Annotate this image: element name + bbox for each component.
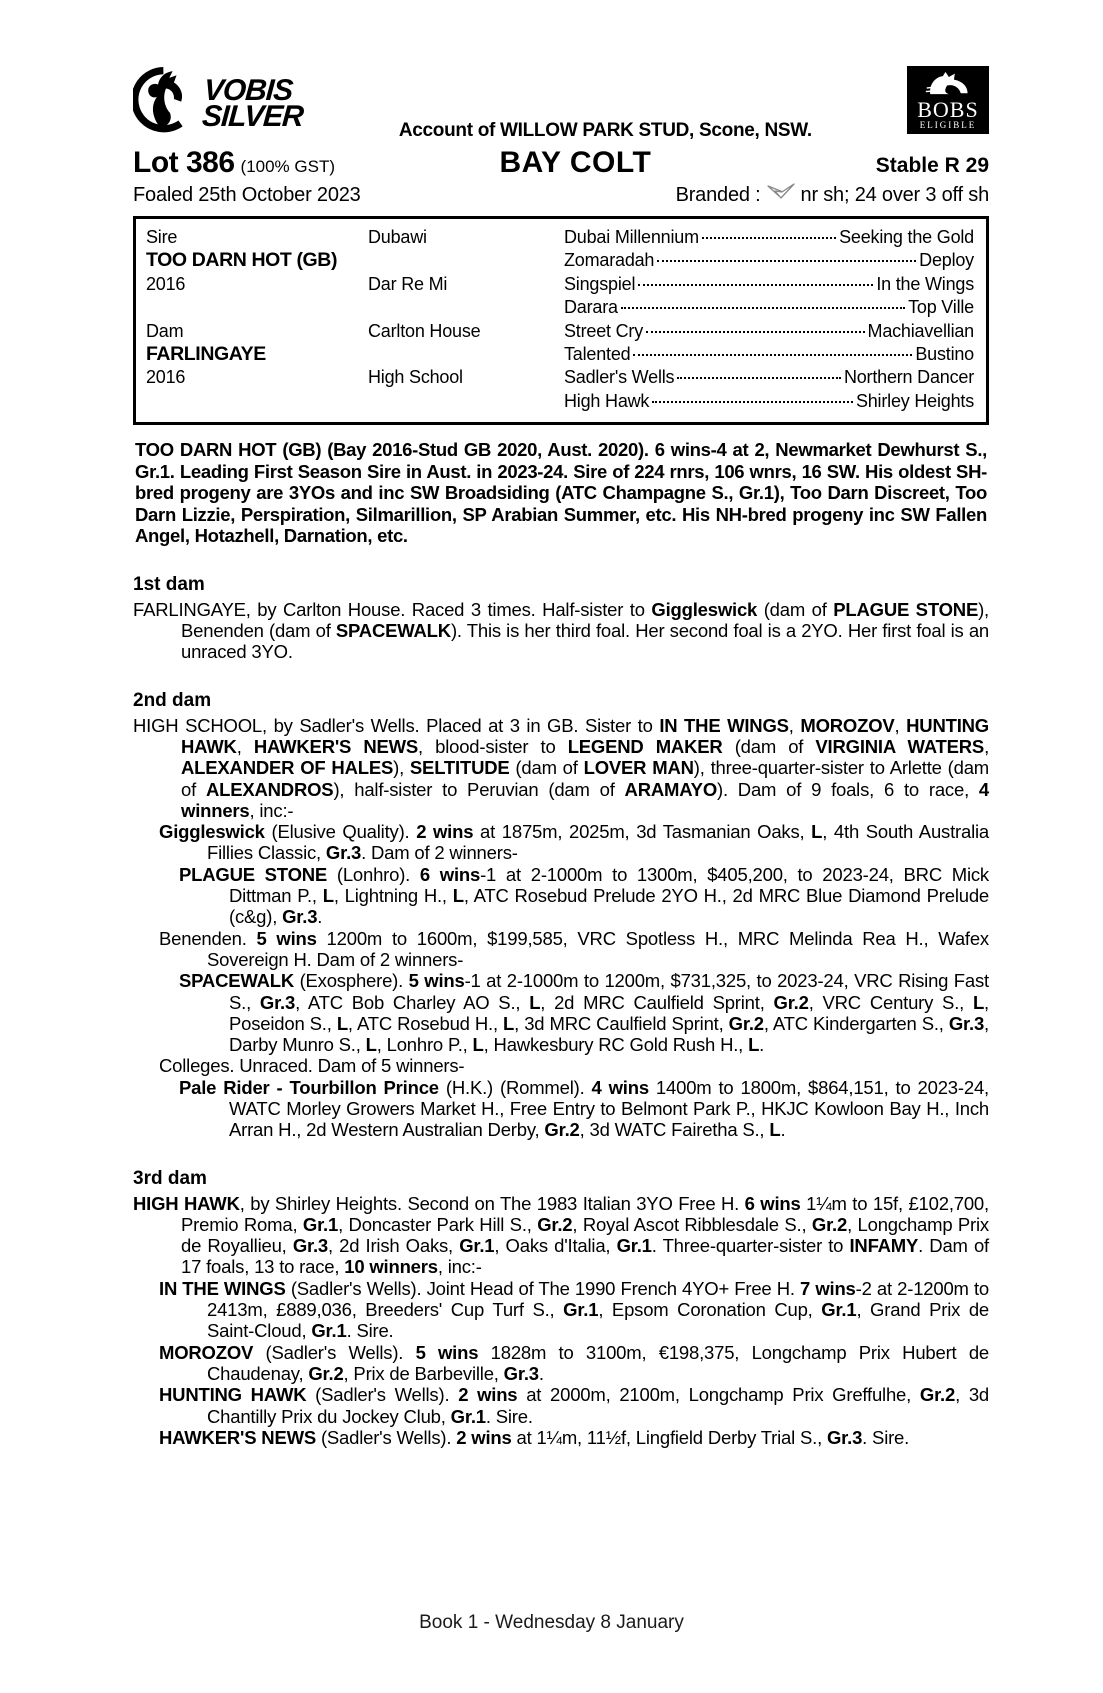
ancestor-name: Darara — [564, 297, 618, 318]
pedigree-entry: MOROZOV (Sadler's Wells). 5 wins 1828m to 3100m, €198,375, Longchamp Prix Hubert de Chaudenay, Gr.2, Prix de Barbeville, Gr.3. — [159, 1341, 989, 1384]
pedigree-entry: HIGH SCHOOL, by Sadler's Wells. Placed at 3 in GB. Sister to IN THE WINGS, MOROZOV, HUNTING HAWK, HAWKER'S NEWS, blood-sister to LEGEND MAKER (dam of VIRGINIA WATERS, ALEXANDER OF HALES), SELTITUDE (dam of LOVER MAN), three-quarter-sister to Arlette (dam of ALEXANDROS), half-sister to Peruvian (dam of ARAMAYO). Dam of 9 foals, 6 to race, 4 winners, inc:- — [133, 714, 990, 821]
ancestor-name: Machiavellian — [867, 320, 974, 341]
emphasized-name: Gr.3 — [826, 1426, 863, 1448]
page-header — [133, 66, 989, 144]
pedigree-entry: SPACEWALK (Exosphere). 5 wins-1 at 2-1000m to 1200m, $731,325, to 2023-24, VRC Rising Fast S., Gr.3, ATC Bob Charley AO S., L, 2d MRC Caulfield Sprint, Gr.2, VRC Century S., L, Poseidon S., L, ATC Rosebud H., L, 3d MRC Caulfield Sprint, Gr.2, ATC Kindergarten S., Gr.3, Darby Munro S., L, Lonhro P., L, Hawkesbury RC Gold Rush H., L. — [179, 970, 989, 1056]
bobs-title: BOBS — [917, 97, 979, 122]
pedigree-row — [146, 273, 974, 296]
emphasized-name: L — [769, 1119, 781, 1141]
branded-text: nr sh; 24 over 3 off sh — [800, 183, 989, 206]
pedigree-col1: TOO DARN HOT (GB) — [146, 249, 338, 272]
pedigree-col2 — [368, 343, 564, 366]
emphasized-name: INFAMY — [849, 1235, 919, 1257]
dot-leader — [677, 377, 841, 379]
emphasized-name: Gr.2 — [728, 1012, 764, 1034]
pedigree-col1: Sire — [146, 227, 178, 247]
emphasized-name: VIRGINIA WATERS — [815, 735, 985, 757]
pedigree-entry: Pale Rider - Tourbillon Prince (H.K.) (Rommel). 4 wins 1400m to 1800m, $864,151, to 2023-24, WATC Morley Growers Market H., Free Entry to Belmont Park P., HKJC Kowloon Bay H., Inch Arran H., 2d Western Australian Derby, Gr.2, 3d WATC Fairetha S., L. — [179, 1076, 989, 1141]
branded-info — [676, 182, 989, 208]
section-heading: 2nd dam — [133, 689, 212, 711]
emphasized-name: LEGEND MAKER — [567, 735, 723, 757]
pedigree-row — [146, 343, 974, 366]
ancestor-name: Deploy — [919, 250, 974, 271]
vobis-horse-icon — [133, 66, 199, 141]
pedigree-entry: HAWKER'S NEWS (Sadler's Wells). 2 wins at 1¼m, 11½f, Lingfield Derby Trial S., Gr.3. Sire. — [159, 1426, 910, 1448]
emphasized-name: Gr.2 — [544, 1119, 580, 1141]
emphasized-name: Gr.3 — [325, 842, 362, 864]
ancestor-name: In the Wings — [876, 273, 974, 294]
ancestor-name: Northern Dancer — [843, 367, 974, 388]
ancestor-name: Shirley Heights — [855, 390, 974, 411]
ancestor-name: Street Cry — [564, 320, 644, 341]
sire-summary-paragraph: TOO DARN HOT (GB) (Bay 2016-Stud GB 2020, Aust. 2020). 6 wins-4 at 2, Newmarket Dewhurst S., Gr.1. Leading First Season Sire in Aust. in 2023-24. Sire of 224 rnrs, 106 wnrs, 16 SW. His oldest SH-bred progeny are 3YOs and inc SW Broadsiding (ATC Champagne S., Gr.1), Too Darn Discreet, Too Darn Lizzie, Perspiration, Silmarillion, SP Arabian Summer, etc. His NH-bred progeny inc SW Fallen Angel, Hotazhell, Darnation, etc. — [135, 439, 987, 547]
emphasized-name: Pale Rider - Tourbillon Prince — [179, 1076, 439, 1098]
pedigree-col1: Dam — [146, 320, 184, 341]
emphasized-name: 2 wins — [458, 1384, 518, 1406]
pedigree-row — [146, 366, 974, 389]
emphasized-name: ALEXANDER OF HALES — [181, 757, 394, 779]
lot-number: Lot 386 — [133, 146, 235, 179]
pedigree-entry: Benenden. 5 wins 1200m to 1600m, $199,585, VRC Spotless H., MRC Melinda Rea H., Wafex Sovereign H. Dam of 2 winners- — [159, 927, 989, 970]
pedigree-entry: HUNTING HAWK (Sadler's Wells). 2 wins at 2000m, 2100m, Longchamp Prix Greffulhe, Gr.2, 3d Chantilly Prix du Jockey Club, Gr.1. Sire. — [159, 1384, 989, 1427]
branded-label: Branded : — [675, 183, 761, 206]
emphasized-name: IN THE WINGS — [159, 1277, 286, 1299]
pedigree-table — [133, 216, 989, 425]
ancestor-name: Singspiel — [564, 273, 636, 294]
section-heading: 1st dam — [133, 573, 205, 595]
dot-leader — [646, 331, 865, 333]
ancestor-name: Zomaradah — [564, 250, 655, 271]
emphasized-name: 4 winners — [181, 778, 990, 821]
foaled-date: Foaled 25th October 2023 — [133, 183, 361, 206]
lot-title-row — [133, 146, 989, 180]
footer-book-line: Book 1 - Wednesday 8 January — [419, 1612, 684, 1633]
emphasized-name: L — [322, 885, 334, 907]
vobis-silver-logo — [133, 66, 304, 141]
pedigree-row — [146, 249, 974, 272]
pedigree-col2 — [368, 296, 564, 319]
vobis-line1: VOBIS — [202, 73, 294, 107]
emphasized-name: 6 wins — [744, 1192, 801, 1214]
emphasized-name: 5 wins — [415, 1341, 479, 1363]
emphasized-name: 7 wins — [800, 1277, 856, 1299]
dot-leader — [652, 401, 853, 403]
pedigree-col1 — [146, 390, 368, 413]
catalog-page — [133, 66, 989, 1448]
emphasized-name: Gr.2 — [773, 991, 809, 1013]
pedigree-sections — [133, 574, 989, 1448]
pedigree-entry: HIGH HAWK, by Shirley Heights. Second on The 1983 Italian 3YO Free H. 6 wins 1¼m to 15f, £102,700, Premio Roma, Gr.1, Doncaster Park Hill S., Gr.2, Royal Ascot Ribblesdale S., Gr.2, Longchamp Prix de Royallieu, Gr.3, 2d Irish Oaks, Gr.1, Oaks d'Italia, Gr.1. Three-quarter-sister to INFAMY. Dam of 17 foals, 13 to race, 10 winners, inc:- — [133, 1192, 989, 1278]
pedigree-col2: Carlton House — [368, 320, 481, 341]
emphasized-name: L — [811, 821, 823, 843]
dot-leader — [621, 307, 905, 309]
pedigree-col3 — [564, 226, 974, 249]
pedigree-entry: FARLINGAYE, by Carlton House. Raced 3 times. Half-sister to Giggleswick (dam of PLAGUE STONE), Benenden (dam of SPACEWALK). This is her third foal. Her second foal is a 2YO. Her first foal is an unraced 3YO. — [133, 598, 989, 663]
pedigree-col3 — [564, 390, 974, 413]
emphasized-name: IN THE WINGS — [659, 714, 789, 736]
emphasized-name: MOROZOV — [159, 1341, 254, 1363]
bobs-eligible-badge — [907, 66, 989, 134]
dot-leader — [633, 354, 912, 356]
emphasized-name: Gr.1 — [616, 1235, 652, 1257]
foaled-branded-row — [133, 182, 989, 208]
pedigree-col2 — [368, 249, 564, 272]
pedigree-col3 — [564, 296, 974, 319]
emphasized-name: L — [529, 991, 541, 1013]
emphasized-name: 5 wins — [256, 927, 317, 949]
emphasized-name: 2 wins — [456, 1426, 512, 1448]
emphasized-name: Gr.3 — [503, 1362, 539, 1384]
emphasized-name: L — [336, 1012, 348, 1034]
stable-number: Stable R 29 — [875, 154, 989, 177]
emphasized-name: HAWKER'S NEWS — [253, 735, 419, 757]
vobis-line2: SILVER — [200, 99, 304, 133]
bobs-subtitle: ELIGIBLE — [919, 120, 977, 130]
gst-note: (100% GST) — [240, 157, 336, 176]
emphasized-name: Gr.2 — [308, 1362, 344, 1384]
emphasized-name: Gr.2 — [811, 1213, 848, 1235]
brand-mark-wings-icon — [766, 182, 796, 208]
pedigree-row — [146, 226, 974, 249]
emphasized-name: L — [748, 1034, 760, 1056]
dot-leader — [638, 284, 873, 286]
emphasized-name: PLAGUE STONE — [833, 598, 979, 620]
emphasized-name: Giggleswick — [651, 598, 758, 620]
emphasized-name: SELTITUDE — [409, 757, 510, 779]
pedigree-col3 — [564, 249, 974, 272]
emphasized-name: Giggleswick — [159, 821, 265, 843]
section-heading: 3rd dam — [133, 1167, 207, 1189]
pedigree-col3 — [564, 273, 974, 296]
emphasized-name: HUNTING HAWK — [181, 714, 989, 757]
emphasized-name: HAWKER'S NEWS — [159, 1426, 316, 1448]
pedigree-entry: Colleges. Unraced. Dam of 5 winners- — [159, 1055, 465, 1077]
pedigree-row — [146, 320, 974, 343]
emphasized-name: Gr.1 — [563, 1299, 599, 1321]
pedigree-entry: IN THE WINGS (Sadler's Wells). Joint Head of The 1990 French 4YO+ Free H. 7 wins-2 at 2-1200m to 2413m, £889,036, Breeders' Cup Turf S., Gr.1, Epsom Coronation Cup, Gr.1, Grand Prix de Saint-Cloud, Gr.1. Sire. — [159, 1277, 989, 1342]
page-title: BAY COLT — [499, 146, 652, 179]
pedigree-col3 — [564, 320, 974, 343]
ancestor-name: Talented — [564, 344, 631, 365]
pedigree-col1 — [146, 296, 368, 319]
ancestor-name: Top Ville — [908, 297, 974, 318]
emphasized-name: 6 wins — [419, 863, 481, 885]
bobs-horse-head-icon — [925, 71, 971, 100]
account-line: Account of WILLOW PARK STUD, Scone, NSW. — [398, 120, 812, 141]
ancestor-name: Dubai Millennium — [564, 227, 699, 247]
pedigree-table-body — [146, 226, 974, 413]
vobis-logo-text — [200, 73, 305, 133]
emphasized-name: Gr.1 — [459, 1235, 495, 1257]
pedigree-entry: PLAGUE STONE (Lonhro). 6 wins-1 at 2-1000m to 1300m, $405,200, to 2023-24, BRC Mick Dittman P., L, Lightning H., L, ATC Rosebud Prelude 2YO H., 2d MRC Blue Diamond Prelude (c&g), Gr.3. — [179, 863, 989, 928]
emphasized-name: Gr.3 — [259, 991, 296, 1013]
emphasized-name: 2 wins — [416, 821, 474, 843]
emphasized-name: LOVER MAN — [583, 757, 694, 779]
emphasized-name: Gr.3 — [292, 1235, 329, 1257]
pedigree-col2: Dubawi — [368, 227, 427, 247]
pedigree-col1: FARLINGAYE — [146, 343, 266, 366]
emphasized-name: SPACEWALK — [179, 970, 295, 992]
pedigree-col3 — [564, 343, 974, 366]
ancestor-name: Sadler's Wells — [564, 367, 675, 388]
emphasized-name: L — [472, 1034, 484, 1056]
emphasized-name: 10 winners — [344, 1256, 438, 1278]
pedigree-col2 — [368, 390, 564, 413]
emphasized-name: MOROZOV — [800, 714, 895, 736]
emphasized-name: L — [503, 1012, 515, 1034]
pedigree-entry: Giggleswick (Elusive Quality). 2 wins at 1875m, 2025m, 3d Tasmanian Oaks, L, 4th South Australia Fillies Classic, Gr.3. Dam of 2 winners- — [159, 821, 989, 864]
emphasized-name: L — [972, 991, 985, 1013]
emphasized-name: Gr.3 — [948, 1012, 985, 1034]
emphasized-name: PLAGUE STONE — [179, 863, 328, 885]
emphasized-name: 5 wins — [408, 970, 465, 992]
emphasized-name: Gr.1 — [821, 1299, 857, 1321]
ancestor-name: Seeking the Gold — [839, 227, 974, 247]
emphasized-name: ARAMAYO — [624, 778, 718, 800]
pedigree-col1: 2016 — [146, 367, 186, 388]
emphasized-name: L — [365, 1034, 377, 1056]
emphasized-name: SPACEWALK — [335, 620, 451, 642]
pedigree-row — [146, 390, 974, 413]
emphasized-name: Gr.1 — [311, 1320, 347, 1342]
emphasized-name: HUNTING HAWK — [159, 1384, 307, 1406]
dot-leader — [657, 260, 916, 262]
emphasized-name: L — [452, 885, 464, 907]
emphasized-name: 4 wins — [591, 1076, 649, 1098]
ancestor-name: Bustino — [915, 344, 974, 365]
emphasized-name: Gr.3 — [282, 906, 318, 928]
dot-leader — [702, 237, 836, 239]
emphasized-name: Gr.2 — [919, 1384, 956, 1406]
ancestor-name: High Hawk — [564, 390, 650, 411]
emphasized-name: Gr.2 — [537, 1213, 573, 1235]
emphasized-name: Gr.1 — [450, 1405, 486, 1427]
pedigree-col3 — [564, 366, 974, 389]
pedigree-col1: 2016 — [146, 273, 186, 294]
emphasized-name: ALEXANDROS — [205, 778, 334, 800]
pedigree-row — [146, 296, 974, 319]
emphasized-name: HIGH HAWK — [133, 1192, 240, 1214]
pedigree-col2: Dar Re Mi — [368, 273, 448, 294]
pedigree-col2: High School — [368, 367, 463, 388]
emphasized-name: Gr.1 — [302, 1213, 339, 1235]
